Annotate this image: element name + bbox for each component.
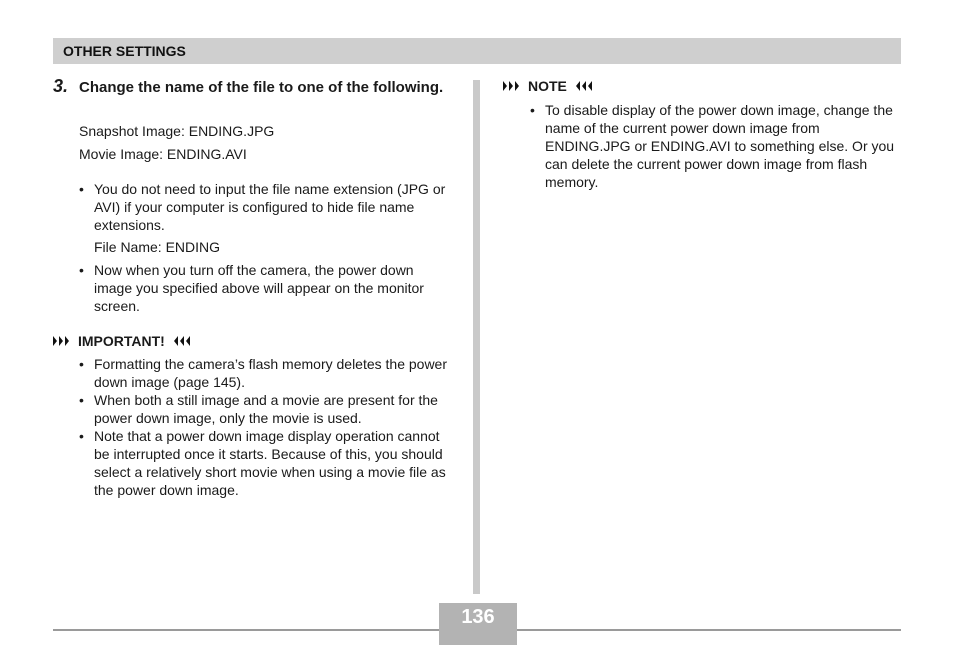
column-divider <box>473 80 480 594</box>
bullet-marker: • <box>79 428 84 444</box>
note-callout-title <box>503 78 592 94</box>
snapshot-filename-text: Snapshot Image: ENDING.JPG <box>79 123 275 139</box>
list-item <box>79 427 455 499</box>
step-bullet-list-2 <box>79 261 455 315</box>
right-arrows-icon <box>503 80 523 92</box>
section-title: OTHER SETTINGS <box>63 43 186 59</box>
list-item-text: When both a still image and a movie are present for the power down image, only the movie is used. <box>94 392 438 426</box>
list-item-text: Formatting the camera’s flash memory deletes the power down image (page 145). <box>94 356 448 390</box>
bullet-marker: • <box>79 392 84 408</box>
list-item-text: Now when you turn off the camera, the power down image you specified above will appear on the monitor screen. <box>94 262 424 314</box>
bullet-marker: • <box>530 102 535 118</box>
list-item <box>530 101 900 191</box>
bullet-marker: • <box>79 181 84 197</box>
list-item-text: You do not need to input the file name extension (JPG or AVI) if your computer is configured to hide file name extensions. <box>94 181 446 233</box>
right-arrows-icon <box>53 335 73 347</box>
list-item <box>79 355 455 391</box>
important-callout-title <box>53 333 190 349</box>
list-item <box>79 261 455 315</box>
bullet-marker: • <box>79 356 84 372</box>
important-list <box>79 355 455 499</box>
step-number: 3. <box>53 76 69 96</box>
step-heading: Change the name of the file to one of the following. <box>79 79 444 96</box>
important-label: IMPORTANT! <box>78 333 165 349</box>
list-item <box>79 391 455 427</box>
list-item <box>79 180 455 234</box>
file-name-text: File Name: ENDING <box>94 239 221 255</box>
list-item-text: To disable display of the power down image, change the name of the current power down image from ENDING.JPG or ENDING.AVI to something else. Or you can delete the current power down image from flash memory. <box>545 102 895 190</box>
bullet-marker: • <box>79 262 84 278</box>
step-bullet-list-1 <box>79 180 455 234</box>
note-list <box>530 101 900 191</box>
list-item-text: Note that a power down image display operation cannot be interrupted once it starts. Because of this, you should select a relatively short movie when using a movie file as the power down image. <box>94 428 446 498</box>
note-label: NOTE <box>528 78 567 94</box>
page-number-badge <box>439 603 517 645</box>
section-header-bar <box>53 38 901 64</box>
left-arrows-icon <box>170 335 190 347</box>
page-number: 136 <box>461 606 495 628</box>
left-arrows-icon <box>572 80 592 92</box>
movie-filename-text: Movie Image: ENDING.AVI <box>79 146 247 162</box>
